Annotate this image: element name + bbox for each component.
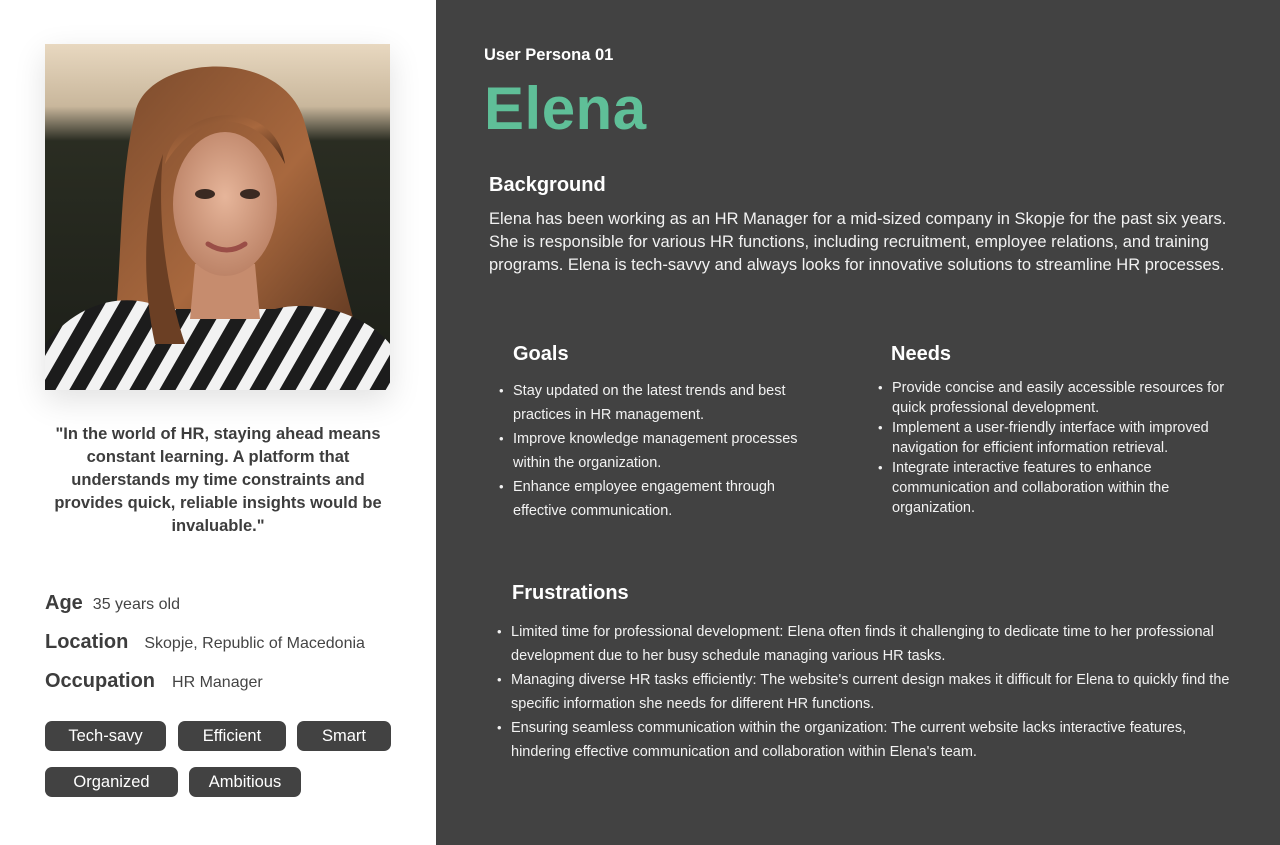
frustrations-list	[511, 620, 1241, 764]
goals-list	[513, 379, 813, 523]
need-item: • Integrate interactive features to enhance communication and collaboration within the organization.	[892, 458, 1237, 518]
age-value: 35 years old	[92, 596, 180, 613]
goals-heading: Goals	[513, 343, 569, 365]
persona-sidebar	[0, 0, 436, 845]
background-heading: Background	[489, 174, 606, 196]
needs-heading: Needs	[891, 343, 952, 365]
persona-subtitle: User Persona 01	[484, 46, 614, 64]
trait-tag: Organized	[45, 767, 178, 797]
frustration-item: • Managing diverse HR tasks efficiently: The website's current design makes it difficult for Elena to quickly find the specific information she needs for different HR functions.	[511, 668, 1241, 716]
age-label: Age	[45, 592, 83, 614]
background-text: Elena has been working as an HR Manager for a mid-sized company in Skopje for the past six years. She is responsible for various HR functions, including recruitment, employee relations, and training programs. Elena is tech-savvy and always looks for innovative solutions to streamline HR processes.	[489, 210, 1227, 274]
occupation-label: Occupation	[45, 670, 156, 692]
persona-photo	[45, 44, 390, 390]
trait-tag: Tech-savy	[45, 721, 166, 751]
location-row	[45, 631, 365, 654]
frustrations-heading: Frustrations	[512, 582, 629, 604]
trait-tag: Ambitious	[189, 767, 301, 797]
goal-item: • Stay updated on the latest trends and best practices in HR management.	[513, 379, 813, 427]
needs-list	[892, 378, 1237, 518]
persona-quote: "In the world of HR, staying ahead means constant learning. A platform that understands my time constraints and provides quick, reliable insights would be invaluable."	[54, 425, 382, 535]
location-label: Location	[45, 631, 129, 653]
goal-item: • Enhance employee engagement through effective communication.	[513, 475, 813, 523]
frustration-item: • Ensuring seamless communication within the organization: The current website lacks interactive features, hindering effective communication and collaboration within Elena's team.	[511, 716, 1241, 764]
persona-details	[436, 0, 1280, 845]
age-row	[45, 592, 180, 615]
occupation-row	[45, 670, 263, 693]
occupation-value: HR Manager	[172, 674, 263, 691]
trait-tag: Efficient	[178, 721, 286, 751]
need-item: • Implement a user-friendly interface with improved navigation for efficient information retrieval.	[892, 418, 1237, 458]
need-item: • Provide concise and easily accessible resources for quick professional development.	[892, 378, 1237, 418]
location-value: Skopje, Republic of Macedonia	[144, 635, 365, 652]
frustration-item: • Limited time for professional development: Elena often finds it challenging to dedicate time to her professional development due to her busy schedule managing various HR tasks.	[511, 620, 1241, 668]
goal-item: • Improve knowledge management processes within the organization.	[513, 427, 813, 475]
trait-tag: Smart	[297, 721, 391, 751]
persona-name: Elena	[484, 75, 647, 142]
